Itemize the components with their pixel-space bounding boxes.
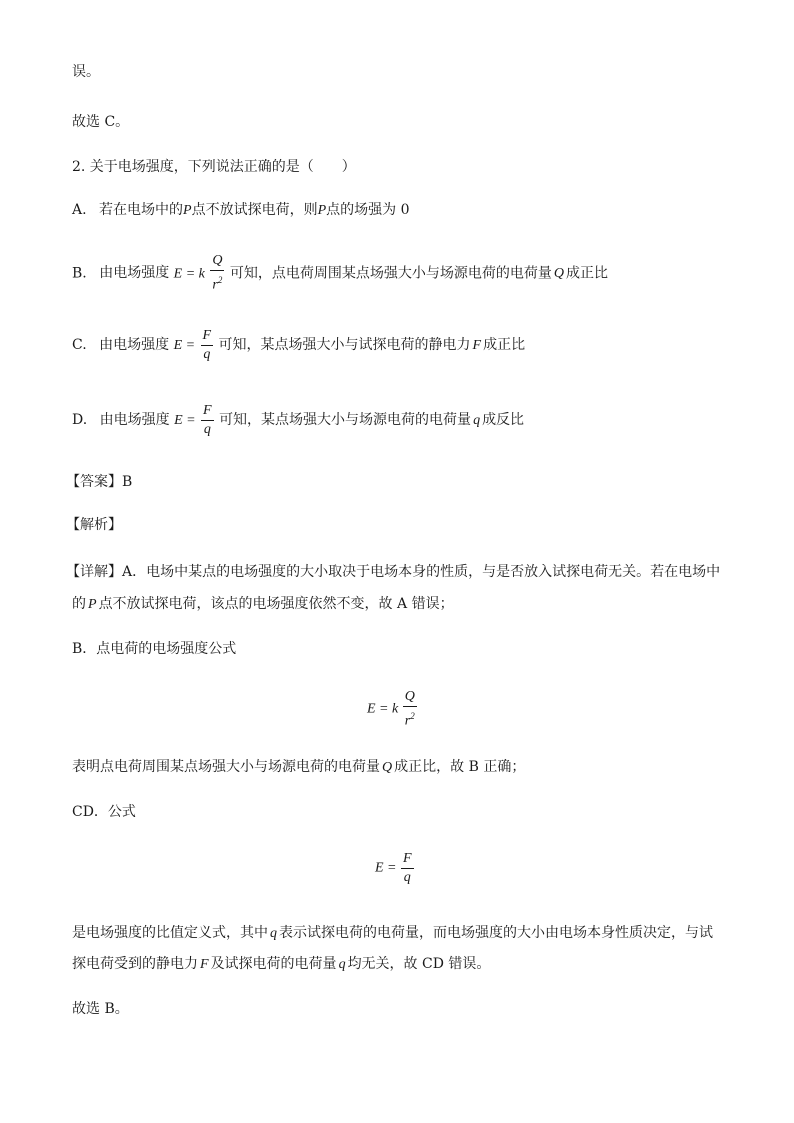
option-b: B. 由电场强度 E = k $\frac{Q}{r^2}$ 可知，点电荷周围某点场强大小与场源电荷的电荷量 Q 成正比 — [72, 253, 609, 293]
option-b-fraction: $\frac{Q}{r^2}$ — [212, 253, 223, 293]
final-answer: 故选 B。 — [72, 1001, 129, 1017]
option-c-formula-lhs: E = — [173, 338, 196, 353]
option-b-formula-lhs: E = k — [173, 266, 205, 282]
detail-cd-line: CD．公式 — [72, 804, 136, 820]
detail-b-line: B．点电荷的电场强度公式 — [72, 641, 237, 657]
detail-b-conclusion: 表明点电荷周围某点场强大小与场源电荷的电荷量 Q 成正比，故 B 正确； — [72, 759, 526, 775]
answer-line — [66, 472, 132, 492]
analysis-heading: 【解析】 — [66, 517, 122, 533]
detail-a-line-2: 的 P 点不放试探电荷，该点的电场强度依然不变，故 A 错误； — [72, 596, 454, 612]
formula-definition-fraction: $\frac{F}{q}$ — [403, 851, 412, 885]
option-c-fraction: $\frac{F}{q}$ — [202, 327, 212, 362]
option-d-formula-lhs: E = — [174, 413, 196, 428]
detail-a-line-1: 【详解】A．电场中某点的电场强度的大小取决于电场本身的性质，与是否放入试探电荷无关。若在电场中 — [66, 564, 721, 580]
formula-point-charge: E = k $\frac{Q}{r^2}$ — [367, 689, 415, 729]
prev-line-2: 故选 C。 — [72, 114, 130, 130]
option-b-label: B. — [72, 265, 87, 282]
option-a: A. 若在电场中的P点不放试探电荷，则P点的场强为 0 — [72, 202, 410, 218]
formula-definition: E = $\frac{F}{q}$ — [375, 851, 412, 885]
formula-point-charge-fraction: $\frac{Q}{r^2}$ — [404, 689, 415, 729]
option-d-fraction: $\frac{F}{q}$ — [203, 402, 212, 437]
prev-line-1: 误。 — [72, 64, 100, 80]
option-c: C. 由电场强度 E = $\frac{F}{q}$ 可知，某点场强大小与试探电荷的静电力 F 成正比 — [72, 327, 526, 362]
option-d: D. 由电场强度 E = $\frac{F}{q}$ 可知，某点场强大小与场源电荷的电荷量 q 成反比 — [72, 402, 525, 437]
option-d-label: D. — [72, 412, 88, 428]
question-stem: 2. 关于电场强度，下列说法正确的是（ ） — [72, 159, 356, 175]
detail-cd-line-2: 探电荷受到的静电力 F 及试探电荷的电荷量 q 均无关，故 CD 错误。 — [72, 956, 491, 972]
detail-cd-line-1: 是电场强度的比值定义式，其中 q 表示试探电荷的电荷量，而电场强度的大小由电场本身性质决定，与试 — [72, 925, 713, 941]
answer-value: B — [122, 474, 133, 490]
detail-label: 【详解】 — [66, 564, 122, 580]
answer-label: 【答案】 — [66, 474, 122, 490]
option-a-label: A. — [72, 202, 87, 218]
option-c-label: C. — [72, 337, 87, 353]
